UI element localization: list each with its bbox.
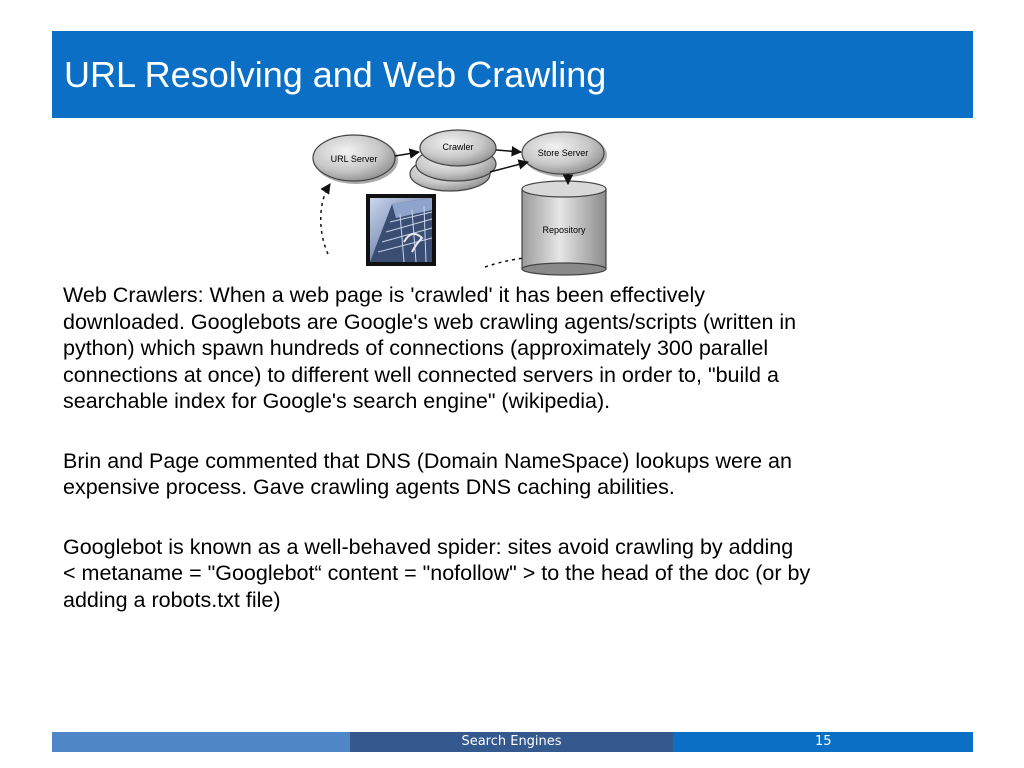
text-line: Web Crawlers: When a web page is 'crawled' it has been effectively — [63, 283, 705, 307]
url-server-label: URL Server — [330, 154, 378, 164]
slide-body — [63, 282, 963, 646]
crawler-architecture-diagram — [300, 122, 630, 280]
footer-bar — [52, 732, 973, 752]
url-server-node — [313, 135, 398, 184]
paragraph-dns-lookups — [63, 448, 963, 501]
crawler-label: Crawler — [442, 142, 474, 152]
text-line: downloaded. Googlebots are Google's web crawling agents/scripts (written in — [63, 309, 797, 334]
footer-title: Search Engines — [461, 734, 562, 749]
footer-left-segment — [52, 732, 350, 752]
paragraph-web-crawlers — [63, 282, 963, 415]
text-line: searchable index for Google's search engine" (wikipedia). — [63, 389, 611, 413]
page-number: 15 — [815, 734, 832, 749]
text-line: Brin and Page commented that DNS (Domain NameSpace) lookups were an — [63, 448, 792, 473]
title-bar — [52, 31, 973, 118]
slide-title: URL Resolving and Web Crawling — [64, 54, 607, 95]
text-line: adding a robots.txt file) — [63, 587, 281, 612]
text-line: python) which spawn hundreds of connections (approximately 300 parallel — [63, 336, 769, 360]
web-building-image — [366, 194, 436, 266]
text-line: connections at once) to different well connected servers in order to, "build a — [63, 362, 779, 387]
store-server-label: Store Server — [537, 148, 589, 158]
text-line: < metaname = "Googlebot“ content = "nofollow" > to the head of the doc (or by — [63, 561, 811, 585]
repository-label: Repository — [542, 225, 586, 235]
arrow-loop-to-url-server — [321, 184, 330, 254]
paragraph-googlebot-behavior — [63, 534, 963, 614]
arrow-url-to-crawler — [395, 152, 419, 156]
footer-center-segment — [350, 732, 673, 752]
dotted-link-repository — [485, 258, 524, 267]
repository-node — [522, 181, 606, 275]
text-line: expensive process. Gave crawling agents DNS caching abilities. — [63, 475, 675, 499]
crawler-node — [410, 130, 496, 191]
arrow-crawler-to-store — [496, 150, 521, 152]
text-line: Googlebot is known as a well-behaved spider: sites avoid crawling by adding — [63, 534, 794, 559]
store-server-node — [522, 132, 607, 177]
